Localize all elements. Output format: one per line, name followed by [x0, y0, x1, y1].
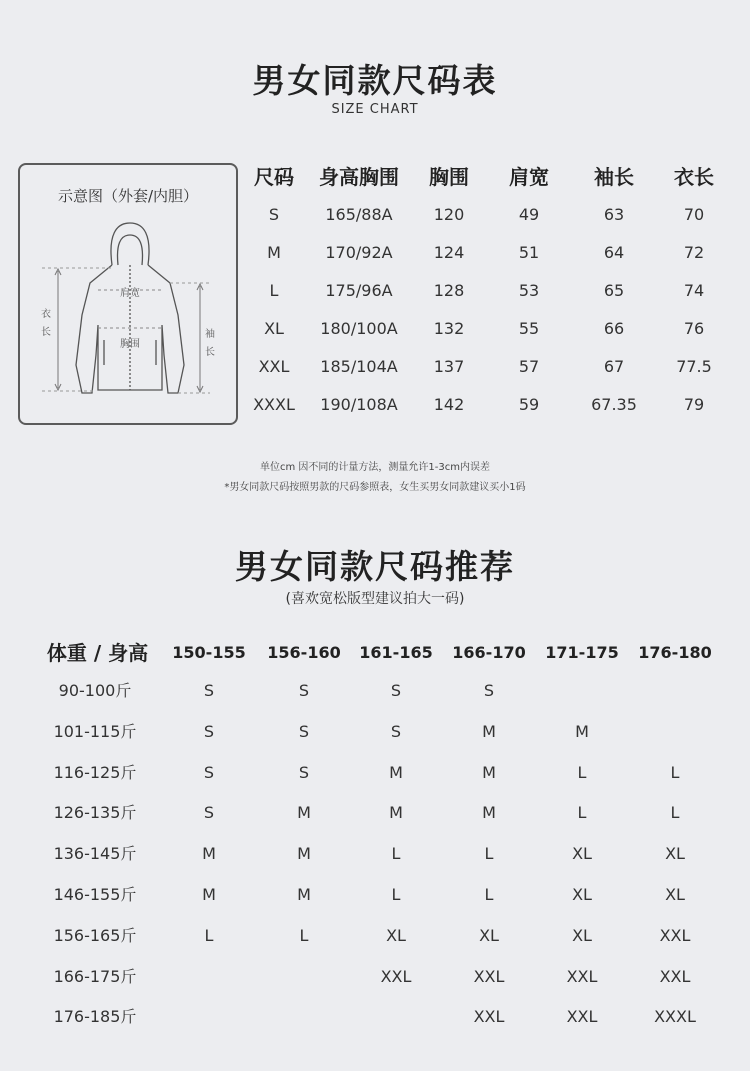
shoulder-label: 肩宽	[120, 288, 140, 299]
size-table-cell: 120	[433, 205, 465, 224]
size-table-row	[244, 196, 744, 234]
recommend-size-cell: L	[577, 803, 587, 823]
recommend-height-header: 156-160	[267, 643, 341, 662]
recommend-height-header: 171-175	[545, 643, 619, 662]
hood-inner	[118, 235, 143, 265]
recommend-size-cell: XXL	[473, 966, 505, 986]
size-table-row	[244, 386, 744, 424]
recommend-size-cell	[259, 959, 349, 995]
recommend-size-cell: M	[482, 721, 496, 741]
size-table-cell: 49	[518, 205, 540, 224]
size-table-cell: 76	[683, 319, 705, 338]
size-table-header-cell: 胸围	[429, 165, 469, 189]
recommend-weight-label: 166-175斤	[53, 966, 137, 986]
recommend-size-cell: XXL	[566, 1007, 598, 1027]
recommend-row	[0, 877, 750, 913]
recommend-size-cell	[259, 999, 349, 1035]
recommend-height-header: 166-170	[452, 643, 526, 662]
size-table-header-cell: 衣长	[674, 165, 714, 189]
size-table-cell: 59	[518, 395, 540, 414]
recommend-row	[0, 673, 750, 709]
recommend-size-cell: XL	[386, 925, 406, 945]
recommend-size-cell: XXXL	[654, 1007, 696, 1027]
recommend-size-cell: M	[575, 721, 589, 741]
hood-outline	[111, 223, 149, 265]
recommend-size-cell: XL	[572, 885, 592, 904]
recommend-title: 男女同款尺码推荐	[235, 547, 515, 586]
size-table-cell: 170/92A	[325, 243, 393, 262]
recommend-size-cell	[537, 673, 627, 709]
size-table-cell: 64	[603, 243, 625, 262]
sleeve-label-2: 长	[205, 347, 215, 358]
recommend-height-header: 176-180	[638, 643, 712, 662]
size-table-cell: 74	[683, 281, 705, 300]
recommend-size-cell: XL	[572, 844, 592, 864]
size-table-header-cell: 尺码	[254, 165, 294, 189]
recommend-header	[0, 636, 750, 670]
recommend-size-cell: S	[203, 681, 215, 700]
recommend-size-cell: S	[298, 721, 310, 741]
recommend-row	[0, 795, 750, 831]
recommend-size-cell: S	[203, 803, 215, 823]
size-chart-title: 男女同款尺码表	[252, 61, 498, 100]
recommend-size-cell: L	[391, 885, 401, 904]
size-table-cell: 137	[433, 357, 465, 376]
jacket-diagram	[18, 163, 238, 425]
recommend-size-cell: S	[203, 762, 215, 782]
size-table-cell: 124	[433, 243, 465, 262]
size-table-cell: 63	[603, 205, 625, 224]
recommend-size-cell: S	[298, 681, 310, 700]
recommend-size-cell: M	[297, 803, 311, 823]
size-table-cell: 142	[433, 395, 465, 414]
recommend-size-cell: L	[484, 885, 494, 904]
note-unisex: *男女同款尺码按照男款的尺码参照表，女生买男女同款建议买小1码	[224, 482, 526, 493]
recommend-weight-label: 101-115斤	[53, 721, 137, 741]
recommend-size-cell: M	[482, 803, 496, 823]
recommend-size-cell: XXL	[380, 966, 412, 986]
recommend-weight-label: 146-155斤	[53, 885, 137, 904]
size-table-header-cell: 袖长	[594, 165, 634, 189]
recommend-row	[0, 999, 750, 1035]
size-table-cell: 175/96A	[325, 281, 393, 300]
size-table-cell: 185/104A	[320, 357, 398, 376]
recommend-weight-label: 136-145斤	[53, 844, 137, 864]
size-table-cell: 65	[603, 281, 625, 300]
size-table-cell: 53	[518, 281, 540, 300]
size-table-row	[244, 348, 744, 386]
recommend-weight-label: 156-165斤	[53, 925, 137, 945]
recommend-size-cell: M	[297, 885, 311, 904]
recommend-size-cell: M	[297, 844, 311, 864]
recommend-row	[0, 755, 750, 791]
recommend-size-cell: XL	[572, 925, 592, 945]
size-table-cell: 67.35	[591, 395, 637, 414]
recommend-weight-label: 116-125斤	[53, 762, 137, 782]
recommend-corner-label: 体重 / 身高	[46, 641, 149, 665]
size-table-cell: M	[267, 243, 281, 262]
recommend-size-cell: XXL	[566, 966, 598, 986]
recommend-size-cell: S	[390, 681, 402, 700]
recommend-size-cell: S	[483, 681, 495, 700]
recommend-row	[0, 918, 750, 954]
length-label-2: 长	[41, 327, 51, 338]
chest-label: 胸围	[120, 339, 140, 350]
size-table-header-cell: 身高胸围	[319, 165, 399, 189]
recommend-size-cell: XL	[479, 925, 499, 945]
recommend-size-cell: S	[390, 721, 402, 741]
jacket-illustration	[20, 165, 236, 423]
size-table-cell: 128	[433, 281, 465, 300]
length-label-1: 衣	[41, 309, 51, 320]
size-table-row	[244, 234, 744, 272]
size-table-cell: 57	[518, 357, 540, 376]
recommend-size-cell	[164, 999, 254, 1035]
recommend-size-cell: S	[298, 762, 310, 782]
recommend-size-cell: M	[389, 803, 403, 823]
recommend-size-cell: L	[204, 925, 214, 945]
recommend-row	[0, 836, 750, 872]
recommend-weight-label: 90-100斤	[58, 681, 132, 700]
recommend-row	[0, 714, 750, 750]
recommend-size-cell: XXL	[473, 1007, 505, 1027]
recommend-size-cell: L	[299, 925, 309, 945]
recommend-size-cell: L	[577, 762, 587, 782]
size-table-cell: XXL	[258, 357, 290, 376]
recommend-height-header: 150-155	[172, 643, 246, 662]
size-table-cell: XL	[264, 319, 284, 338]
size-table-cell: 180/100A	[320, 319, 398, 338]
size-table-cell: 77.5	[676, 357, 712, 376]
recommend-weight-label: 176-185斤	[53, 1007, 137, 1027]
recommend-row	[0, 959, 750, 995]
size-table-cell: 70	[683, 205, 705, 224]
size-table-cell: 165/88A	[325, 205, 393, 224]
recommend-size-cell: L	[670, 762, 680, 782]
size-table-cell: 72	[683, 243, 705, 262]
size-table-cell: 190/108A	[320, 395, 398, 414]
size-table-cell: XXXL	[253, 395, 295, 414]
recommend-size-cell	[630, 714, 720, 750]
recommend-size-cell: M	[202, 885, 216, 904]
size-table-cell: L	[269, 281, 279, 300]
recommend-size-cell: XXL	[659, 966, 691, 986]
size-table-cell: 132	[433, 319, 465, 338]
recommend-size-cell: XL	[665, 885, 685, 904]
size-table-row	[244, 272, 744, 310]
sleeve-label-1: 袖	[205, 329, 215, 340]
recommend-size-cell: M	[389, 762, 403, 782]
recommend-size-cell	[164, 959, 254, 995]
size-table-header-cell: 肩宽	[509, 165, 549, 189]
size-table-header	[244, 158, 744, 196]
recommend-height-header: 161-165	[359, 643, 433, 662]
diagram-label: 示意图（外套/内胆）	[57, 187, 199, 205]
recommend-size-cell	[351, 999, 441, 1035]
size-table-row	[244, 310, 744, 348]
size-table-cell: 79	[683, 395, 705, 414]
size-table-cell: 67	[603, 357, 625, 376]
note-measurement: 单位cm 因不同的计量方法，测量允许1-3cm内误差	[260, 462, 490, 473]
recommend-size-cell: M	[202, 844, 216, 864]
recommend-size-cell: L	[391, 844, 401, 864]
recommend-weight-label: 126-135斤	[53, 803, 137, 823]
recommend-size-cell: XL	[665, 844, 685, 864]
size-table-cell: 55	[518, 319, 540, 338]
recommend-size-cell: S	[203, 721, 215, 741]
size-table-cell: S	[268, 205, 280, 224]
recommend-size-cell: L	[670, 803, 680, 823]
recommend-size-cell: XXL	[659, 925, 691, 945]
size-table-cell: 66	[603, 319, 625, 338]
recommend-size-cell	[630, 673, 720, 709]
size-chart-subtitle: SIZE CHART	[331, 102, 419, 117]
recommend-size-cell: L	[484, 844, 494, 864]
size-table-cell: 51	[518, 243, 540, 262]
recommend-subtitle: (喜欢宽松版型建议拍大一码)	[285, 591, 465, 607]
recommend-size-cell: M	[482, 762, 496, 782]
